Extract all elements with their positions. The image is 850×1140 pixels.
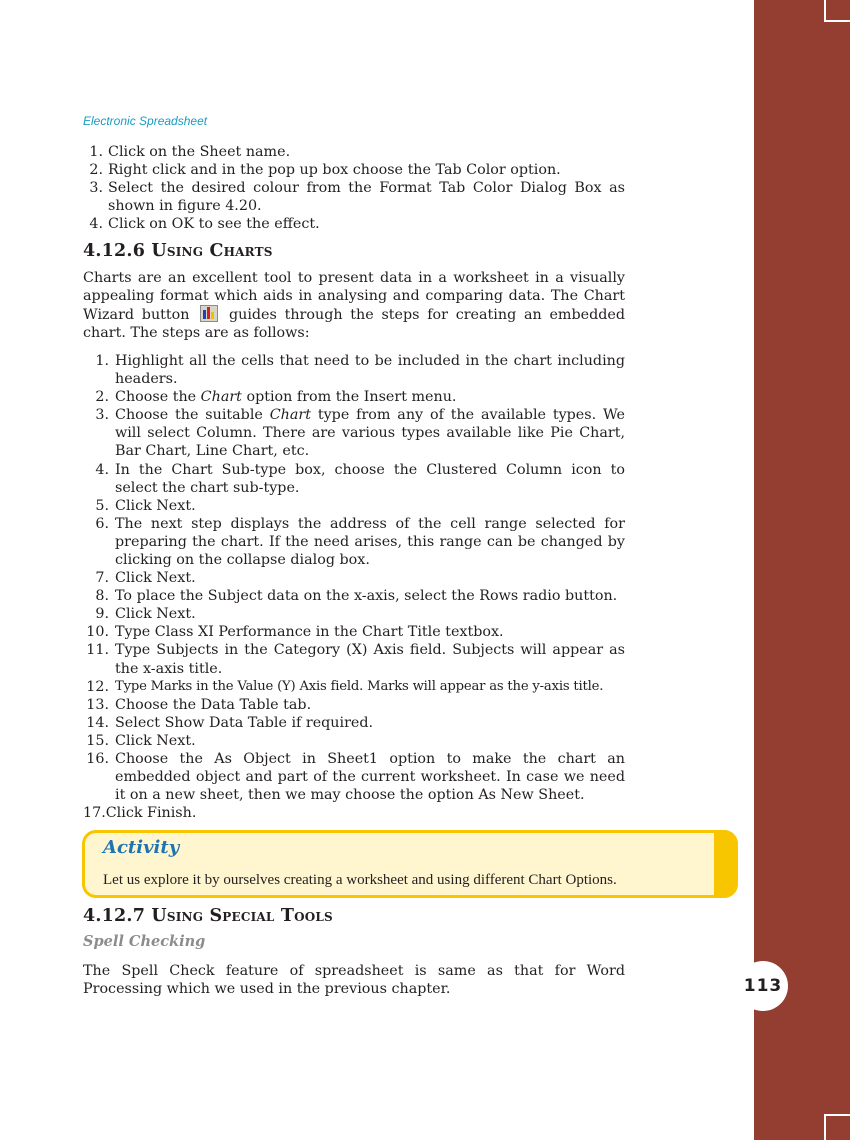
chart-wizard-icon [200, 305, 218, 322]
spell-checking-subheading: Spell Checking [83, 933, 206, 951]
list-item: 3. Select the desired colour from the Format Tab Color Dialog Box as shown in figure 4.20. [89, 180, 625, 215]
list-item: 8. To place the Subject data on the x-axis, select the Rows radio button. [95, 588, 618, 605]
section-title: Using Charts [151, 241, 273, 262]
activity-box [82, 830, 738, 898]
list-item: 1. Highlight all the cells that need to be included in the chart including headers. [95, 352, 625, 388]
section-heading-tools [83, 907, 625, 925]
intro-steps [83, 143, 625, 233]
section-number: 4.12.6 [83, 241, 146, 262]
charts-paragraph: Charts are an excellent tool to present data in a worksheet in a visually appealing format which aids in analysing and comparing data. The Chart Wizard button guides through the steps for creating an embedded chart. The steps are as follows: [83, 269, 625, 341]
list-item: 11. Type Subjects in the Category (X) Axis field. Subjects will appear as the x-axis title. [86, 642, 625, 677]
list-item: 12. Type Marks in the Value (Y) Axis field. Marks will appear as the y-axis title. [86, 678, 604, 695]
list-item: 7. Click Next. [95, 570, 196, 587]
section-title: Using Special Tools [151, 906, 333, 927]
list-item: 4. In the Chart Sub-type box, choose the Clustered Column icon to select the chart sub-type. [95, 461, 625, 496]
final-step: 17.Click Finish. [83, 805, 197, 822]
list-item: 3. Choose the suitable Chart type from any of the available types. We will select Column. There are various types available like Pie Chart, Bar Chart, Line Chart, etc. [95, 407, 625, 460]
list-item: 1. Click on the Sheet name. [89, 144, 291, 160]
list-item: 5. Click Next. [95, 497, 196, 514]
list-item: 16. Choose the As Object in Sheet1 option to make the chart an embedded object and part of the current worksheet. In case we need it on a new sheet, then we may choose the option As New Sheet. [86, 751, 625, 804]
list-item: 2. Choose the Chart option from the Insert menu. [95, 389, 457, 406]
page-number: 113 [738, 961, 788, 1011]
running-header: Electronic Spreadsheet [83, 114, 208, 128]
list-item: 9. Click Next. [95, 606, 196, 623]
spell-check-paragraph: The Spell Check feature of spreadsheet is same as that for Word Processing which we used in the previous chapter. [83, 962, 625, 997]
list-item: 4. Click on OK to see the effect. [89, 216, 320, 233]
list-item: 10. Type Class XI Performance in the Chart Title textbox. [86, 624, 504, 641]
list-item: 14. Select Show Data Table if required. [86, 714, 374, 731]
activity-tab [714, 830, 738, 898]
chart-steps [83, 352, 625, 804]
section-heading-charts [83, 242, 625, 260]
crop-mark-bottom [824, 1114, 850, 1140]
crop-mark-top [824, 0, 850, 22]
list-item: 13. Choose the Data Table tab. [86, 696, 312, 713]
activity-title: Activity [103, 837, 180, 859]
activity-text: Let us explore it by ourselves creating a worksheet and using different Chart Options. [103, 872, 617, 889]
list-item: 2. Right click and in the pop up box choose the Tab Color option. [89, 162, 561, 179]
section-number: 4.12.7 [83, 906, 146, 927]
list-item: 15. Click Next. [86, 732, 196, 749]
list-item: 6. The next step displays the address of the cell range selected for preparing the chart. If the need arises, this range can be changed by clicking on the collapse dialog box. [95, 515, 625, 568]
page-content [83, 143, 625, 998]
